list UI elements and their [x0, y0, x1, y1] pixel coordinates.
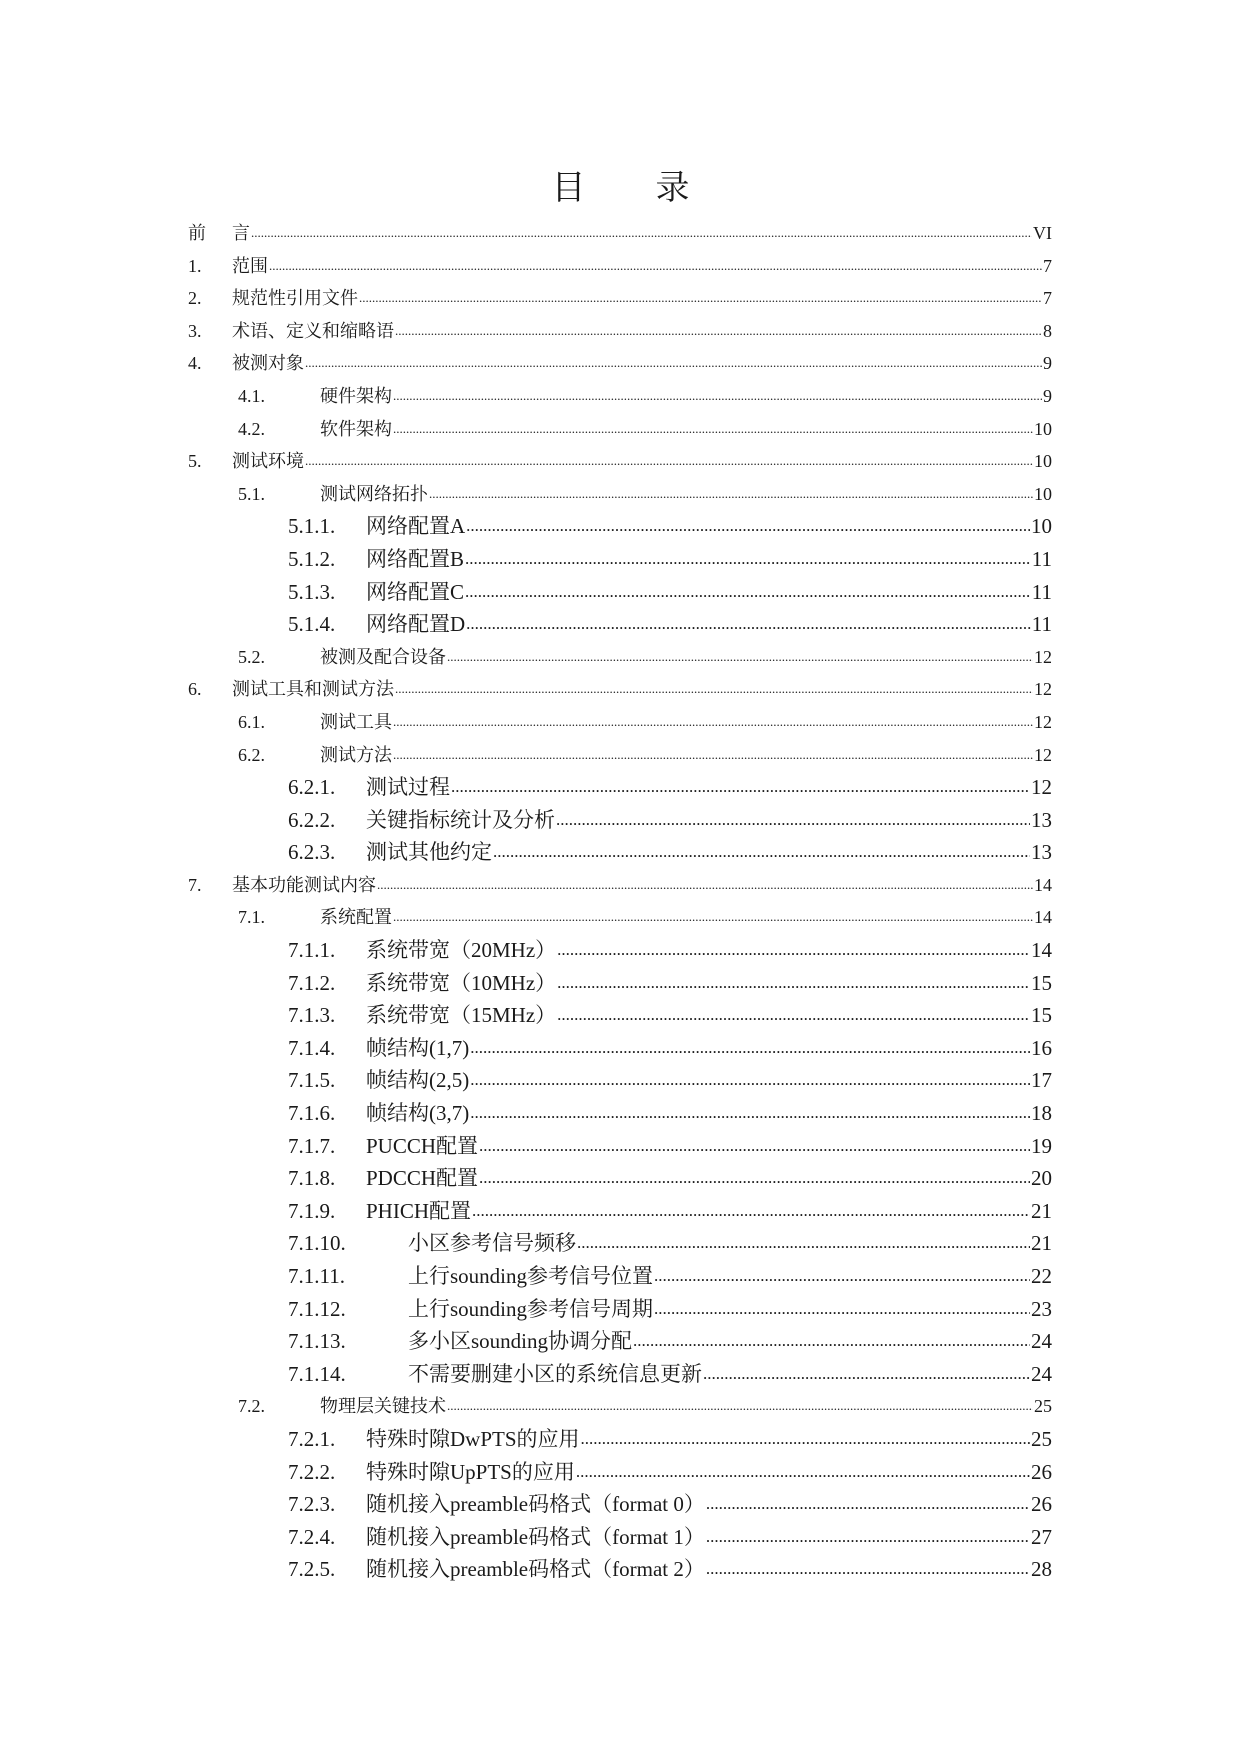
toc-entry[interactable]	[188, 1162, 1052, 1195]
toc-entry-title: 测试过程	[366, 775, 450, 800]
toc-entry-number: 7.	[188, 874, 202, 895]
toc-entry-page: 7	[1043, 255, 1052, 276]
toc-entry-number: 7.1.14.	[288, 1361, 346, 1386]
toc-entry-title: 网络配置C	[366, 579, 465, 604]
toc-dot-leader	[447, 641, 1033, 674]
toc-entry-number: 7.2.3.	[288, 1492, 336, 1517]
toc-entry-number: 7.1.12.	[288, 1296, 346, 1321]
toc-dot-leader	[465, 543, 1031, 576]
toc-entry-title: 随机接入preamble码格式（format 1）	[366, 1524, 705, 1549]
toc-entry[interactable]	[188, 739, 1052, 772]
toc-entry-title: 网络配置D	[366, 612, 466, 637]
toc-entry-page: VI	[1033, 223, 1052, 243]
toc-dot-leader	[479, 1162, 1030, 1195]
toc-entry-title: 范围	[232, 255, 268, 276]
toc-dot-leader	[359, 282, 1042, 315]
toc-entry-page: 7	[1043, 288, 1052, 309]
toc-entry-title: 测试其他约定	[366, 840, 492, 865]
toc-dot-leader	[393, 901, 1033, 934]
toc-entry-title: 系统带宽（15MHz）	[366, 1003, 557, 1028]
toc-entry[interactable]	[188, 869, 1052, 902]
toc-entry-page: 26	[1031, 1459, 1052, 1484]
toc-entry[interactable]	[188, 608, 1052, 641]
toc-entry[interactable]	[188, 510, 1052, 543]
toc-entry-number: 7.1.11.	[288, 1264, 345, 1288]
toc-entry-number: 3.	[188, 320, 202, 341]
toc-entry-title: 系统配置	[320, 907, 392, 928]
toc-entry-page: 22	[1031, 1264, 1052, 1288]
toc-entry-number: 7.1.6.	[288, 1101, 336, 1126]
toc-dot-leader	[557, 967, 1030, 1000]
toc-entry[interactable]	[188, 1488, 1052, 1521]
toc-entry-page: 13	[1031, 807, 1052, 832]
toc-entry-title: 基本功能测试内容	[232, 874, 376, 895]
toc-entry[interactable]	[188, 543, 1052, 576]
toc-entry-title: PHICH配置	[366, 1198, 472, 1223]
toc-dot-leader	[557, 999, 1030, 1032]
toc-entry-title: 测试方法	[320, 744, 392, 765]
toc-entry-page: 17	[1031, 1068, 1052, 1093]
toc-entry-page: 15	[1031, 970, 1052, 995]
toc-entry-page: 11	[1031, 612, 1052, 637]
toc-entry-number: 7.1.2.	[288, 970, 336, 995]
toc-dot-leader	[466, 510, 1030, 543]
toc-entry-title: PUCCH配置	[366, 1133, 479, 1158]
toc-entry[interactable]	[188, 934, 1052, 967]
toc-entry-page: 25	[1034, 1396, 1052, 1417]
toc-dot-leader	[395, 673, 1033, 706]
toc-entry-title: 随机接入preamble码格式（format 2）	[366, 1557, 705, 1582]
toc-dot-leader	[465, 576, 1031, 609]
toc-entry-title: 硬件架构	[320, 385, 392, 406]
toc-entry[interactable]	[188, 641, 1052, 674]
toc-entry[interactable]	[188, 478, 1052, 511]
toc-entry-page: 21	[1031, 1198, 1052, 1223]
toc-entry-title: 系统带宽（10MHz）	[366, 970, 557, 995]
toc-entry-title: 测试工具和测试方法	[232, 679, 394, 700]
toc-entry-number: 5.1.4.	[288, 612, 336, 637]
toc-dot-leader	[470, 1064, 1030, 1097]
toc-entry[interactable]	[188, 836, 1052, 869]
toc-entry-title: 多小区sounding协调分配	[408, 1329, 633, 1354]
toc-entry[interactable]	[188, 347, 1052, 380]
toc-entry[interactable]	[188, 1521, 1052, 1554]
toc-dot-leader	[451, 771, 1030, 804]
toc-entry[interactable]	[188, 804, 1052, 837]
toc-entry[interactable]	[188, 250, 1052, 283]
toc-entry-page: 9	[1043, 353, 1052, 374]
toc-entry-title: 系统带宽（20MHz）	[366, 938, 557, 963]
toc-entry[interactable]	[188, 1097, 1052, 1130]
toc-dot-leader	[470, 1032, 1030, 1065]
toc-entry-number: 2.	[188, 288, 202, 309]
toc-entry[interactable]	[188, 380, 1052, 413]
toc-dot-leader	[393, 380, 1042, 413]
toc-entry[interactable]	[188, 673, 1052, 706]
toc-entry-number: 7.1.8.	[288, 1166, 336, 1191]
toc-entry-page: 25	[1031, 1426, 1052, 1451]
toc-dot-leader	[393, 739, 1033, 772]
toc-entry-page: 10	[1034, 483, 1052, 504]
toc-entry-page: 10	[1031, 514, 1052, 539]
toc-entry-page: 12	[1031, 775, 1052, 800]
toc-entry-page: 10	[1034, 418, 1052, 439]
toc-dot-leader	[654, 1293, 1030, 1326]
toc-entry[interactable]	[188, 1195, 1052, 1228]
toc-entry-number: 6.	[188, 679, 202, 700]
toc-entry[interactable]	[188, 445, 1052, 478]
toc-entry[interactable]	[188, 1227, 1052, 1260]
toc-entry[interactable]	[188, 1260, 1052, 1293]
toc-list	[188, 217, 1052, 1586]
toc-dot-leader	[429, 478, 1033, 511]
toc-entry-number: 6.2.1.	[288, 775, 336, 800]
toc-entry-number: 7.2.4.	[288, 1524, 336, 1549]
toc-entry-page: 24	[1031, 1329, 1052, 1354]
toc-dot-leader	[654, 1260, 1030, 1293]
toc-dot-leader	[472, 1195, 1030, 1228]
toc-entry-page: 14	[1034, 907, 1052, 928]
toc-entry[interactable]	[188, 217, 1052, 250]
toc-entry-page: 27	[1031, 1524, 1052, 1549]
toc-entry-number: 5.1.3.	[288, 579, 336, 604]
toc-entry-number: 4.	[188, 353, 202, 374]
toc-entry[interactable]	[188, 967, 1052, 1000]
toc-entry-number: 1.	[188, 255, 202, 276]
toc-entry[interactable]	[188, 1423, 1052, 1456]
toc-entry-title: 规范性引用文件	[232, 288, 358, 309]
toc-entry-title: 测试工具	[320, 711, 392, 732]
toc-entry-page: 24	[1031, 1361, 1052, 1386]
toc-entry-number: 6.2.3.	[288, 840, 336, 865]
toc-dot-leader	[393, 706, 1033, 739]
toc-entry-page: 21	[1031, 1231, 1052, 1256]
toc-entry-number: 7.2.1.	[288, 1426, 336, 1451]
toc-entry-title: 物理层关键技术	[320, 1396, 446, 1417]
toc-entry-page: 18	[1031, 1101, 1052, 1126]
toc-entry-title: 软件架构	[320, 418, 392, 439]
toc-entry-title: 帧结构(1,7)	[366, 1035, 470, 1060]
toc-entry-title: 随机接入preamble码格式（format 0）	[366, 1492, 705, 1517]
toc-entry[interactable]	[188, 413, 1052, 446]
toc-entry-number: 7.1.4.	[288, 1035, 336, 1060]
toc-entry-title: 帧结构(3,7)	[366, 1101, 470, 1126]
toc-entry[interactable]	[188, 315, 1052, 348]
toc-dot-leader	[479, 1130, 1030, 1163]
toc-entry-page: 12	[1034, 646, 1052, 667]
toc-entry[interactable]	[188, 1456, 1052, 1489]
toc-entry-title: 言	[232, 223, 250, 243]
toc-entry-page: 12	[1034, 744, 1052, 765]
toc-entry-number: 5.1.	[238, 483, 265, 504]
toc-entry-number: 前	[188, 223, 206, 243]
toc-entry-page: 11	[1031, 546, 1052, 571]
toc-entry-page: 26	[1031, 1492, 1052, 1517]
toc-dot-leader	[393, 413, 1033, 446]
toc-dot-leader	[576, 1456, 1030, 1489]
toc-entry-title: 术语、定义和缩略语	[232, 320, 394, 341]
toc-entry-number: 5.2.	[238, 646, 265, 667]
toc-entry-number: 5.1.1.	[288, 514, 336, 539]
toc-entry-page: 12	[1034, 711, 1052, 732]
toc-entry-title: 小区参考信号频移	[408, 1231, 576, 1256]
toc-entry-number: 7.1.1.	[288, 938, 336, 963]
toc-entry-title: 上行sounding参考信号周期	[408, 1296, 654, 1321]
toc-dot-leader	[577, 1227, 1030, 1260]
toc-entry-number: 5.1.2.	[288, 546, 336, 571]
toc-entry-title: 网络配置B	[366, 546, 465, 571]
toc-dot-leader	[470, 1097, 1030, 1130]
toc-entry-number: 7.2.5.	[288, 1557, 336, 1582]
toc-dot-leader	[556, 804, 1030, 837]
toc-entry[interactable]	[188, 771, 1052, 804]
toc-entry-title: 关键指标统计及分析	[366, 807, 555, 832]
toc-dot-leader	[305, 347, 1042, 380]
toc-dot-leader	[251, 217, 1032, 250]
toc-entry-page: 16	[1031, 1035, 1052, 1060]
toc-entry[interactable]	[188, 1032, 1052, 1065]
toc-entry[interactable]	[188, 1325, 1052, 1358]
toc-entry[interactable]	[188, 1390, 1052, 1423]
toc-entry-page: 13	[1031, 840, 1052, 865]
toc-dot-leader	[269, 250, 1042, 283]
toc-entry[interactable]	[188, 1130, 1052, 1163]
toc-entry-page: 12	[1034, 679, 1052, 700]
toc-entry-number: 6.2.	[238, 744, 265, 765]
toc-entry-number: 4.1.	[238, 385, 265, 406]
toc-dot-leader	[557, 934, 1030, 967]
toc-entry-title: 测试网络拓扑	[320, 483, 428, 504]
toc-entry-title: 被测对象	[232, 353, 304, 374]
toc-entry-page: 19	[1031, 1133, 1052, 1158]
toc-entry[interactable]	[188, 1064, 1052, 1097]
toc-dot-leader	[377, 869, 1033, 902]
toc-entry-number: 7.1.5.	[288, 1068, 336, 1093]
toc-entry-page: 10	[1034, 451, 1052, 472]
toc-entry-title: 特殊时隙UpPTS的应用	[366, 1459, 575, 1484]
toc-dot-leader	[706, 1488, 1030, 1521]
toc-entry-number: 6.2.2.	[288, 807, 336, 832]
toc-dot-leader	[706, 1553, 1030, 1586]
toc-entry-page: 9	[1043, 385, 1052, 406]
toc-entry[interactable]	[188, 576, 1052, 609]
toc-entry[interactable]	[188, 1553, 1052, 1586]
toc-dot-leader	[466, 608, 1031, 641]
toc-entry[interactable]	[188, 1293, 1052, 1326]
toc-entry-title: 不需要删建小区的系统信息更新	[408, 1361, 702, 1386]
toc-entry-page: 28	[1031, 1557, 1052, 1582]
toc-entry[interactable]	[188, 282, 1052, 315]
toc-entry-title: 上行sounding参考信号位置	[408, 1264, 654, 1288]
toc-entry[interactable]	[188, 901, 1052, 934]
toc-entry-title: PDCCH配置	[366, 1166, 479, 1191]
toc-entry-page: 14	[1034, 874, 1052, 895]
toc-entry[interactable]	[188, 999, 1052, 1032]
toc-entry-number: 6.1.	[238, 711, 265, 732]
toc-entry-number: 7.1.3.	[288, 1003, 336, 1028]
toc-entry-number: 4.2.	[238, 418, 265, 439]
toc-dot-leader	[395, 315, 1042, 348]
toc-entry-page: 15	[1031, 1003, 1052, 1028]
toc-entry-number: 7.1.10.	[288, 1231, 346, 1256]
toc-entry-number: 5.	[188, 451, 202, 472]
toc-dot-leader	[706, 1521, 1030, 1554]
toc-dot-leader	[493, 836, 1030, 869]
toc-entry-page: 23	[1031, 1296, 1052, 1321]
toc-entry-number: 7.1.	[238, 907, 265, 928]
toc-dot-leader	[305, 445, 1033, 478]
toc-title: 目录	[551, 170, 760, 207]
toc-entry[interactable]	[188, 1358, 1052, 1391]
toc-entry-number: 7.2.2.	[288, 1459, 336, 1484]
toc-entry-title: 测试环境	[232, 451, 304, 472]
toc-entry-title: 被测及配合设备	[320, 646, 446, 667]
toc-entry-page: 11	[1031, 579, 1052, 604]
toc-dot-leader	[581, 1423, 1030, 1456]
toc-entry-number: 7.1.9.	[288, 1198, 336, 1223]
toc-entry-title: 网络配置A	[366, 514, 466, 539]
toc-entry-number: 7.2.	[238, 1396, 265, 1417]
toc-entry-page: 14	[1031, 938, 1052, 963]
toc-entry-title: 帧结构(2,5)	[366, 1068, 470, 1093]
toc-dot-leader	[703, 1358, 1030, 1391]
toc-entry-page: 20	[1031, 1166, 1052, 1191]
toc-dot-leader	[633, 1325, 1030, 1358]
toc-entry-number: 7.1.13.	[288, 1329, 346, 1354]
toc-entry-title: 特殊时隙DwPTS的应用	[366, 1426, 580, 1451]
toc-dot-leader	[447, 1390, 1033, 1423]
toc-entry[interactable]	[188, 706, 1052, 739]
toc-entry-page: 8	[1043, 320, 1052, 341]
toc-entry-number: 7.1.7.	[288, 1133, 336, 1158]
